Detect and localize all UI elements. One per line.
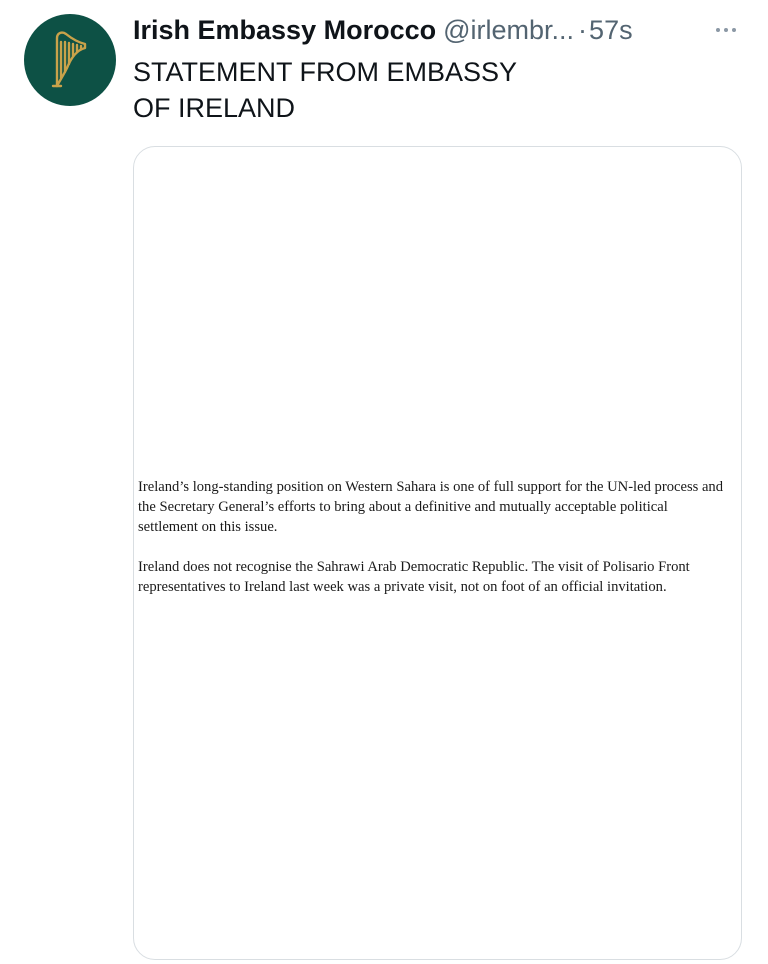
statement-paragraph: Ireland does not recognise the Sahrawi Arab Democratic Republic. The visit of Polisario Front representatives to Ireland last week was a private visit, not on foot of an official invitation. bbox=[138, 559, 690, 595]
user-handle[interactable]: @irlembr... bbox=[443, 15, 575, 45]
timestamp[interactable]: 57s bbox=[589, 15, 633, 45]
tweet-text-line: OF IRELAND bbox=[133, 93, 296, 123]
harp-icon bbox=[47, 28, 93, 92]
statement-document bbox=[138, 477, 728, 617]
display-name[interactable]: Irish Embassy Morocco bbox=[133, 15, 437, 45]
tweet-text-line: STATEMENT FROM EMBASSY bbox=[133, 57, 518, 87]
more-options-button[interactable] bbox=[708, 12, 744, 48]
statement-paragraph: Ireland’s long-standing position on Western Sahara is one of full support for the UN-led process and the Secretary General’s efforts to bring about a definitive and mutually acceptable political settlement on this issue. bbox=[138, 479, 724, 535]
attached-image[interactable] bbox=[133, 146, 742, 960]
more-horizontal-icon bbox=[716, 28, 720, 32]
tweet-text bbox=[133, 54, 693, 126]
avatar[interactable] bbox=[24, 14, 116, 106]
meta-separator: · bbox=[578, 15, 588, 45]
tweet-header bbox=[133, 12, 744, 48]
